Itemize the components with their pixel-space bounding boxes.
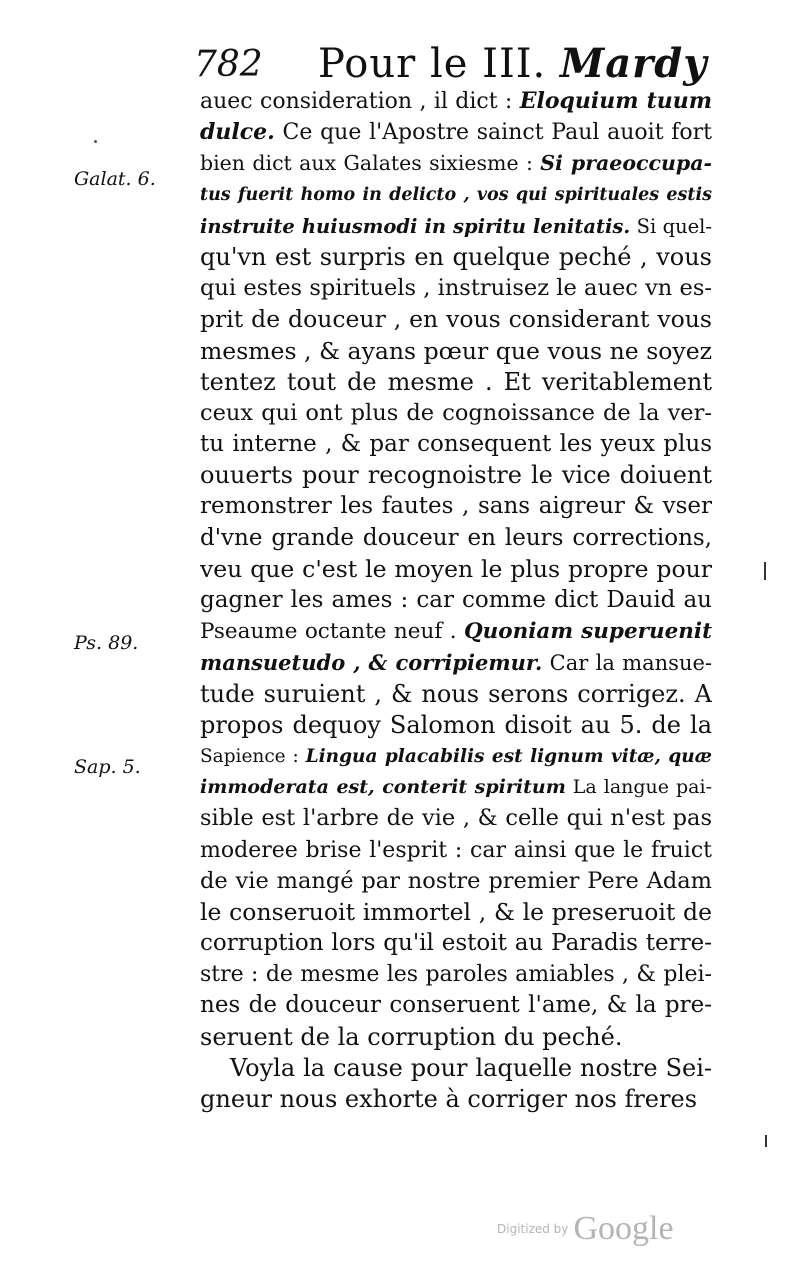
- margin-note-psalm: Ps. 89.: [74, 632, 139, 654]
- text-line: [200, 1022, 712, 1053]
- text-line: [200, 554, 712, 585]
- running-title-prefix: Pour le III.: [318, 41, 560, 87]
- text-line: [200, 772, 712, 803]
- line-text: qu'vn est surpris en quelque peché , vous: [200, 242, 712, 271]
- line-text: propos dequoy Salomon disoit au 5. de la: [200, 710, 712, 739]
- line-text: de vie mangé par nostre premier Pere Adam: [200, 867, 712, 894]
- line-text: Sapience :: [200, 745, 306, 767]
- running-title: [318, 40, 707, 87]
- line-text: ouuerts pour recognoistre le vice doiuent: [200, 461, 712, 490]
- line-text: Ce que l'Apostre sainct Paul auoit fort: [274, 120, 712, 146]
- text-line: [200, 148, 712, 179]
- margin-note-galatians: Galat. 6.: [74, 168, 156, 190]
- page-header: [190, 40, 710, 90]
- text-line: [200, 866, 712, 897]
- text-line: [200, 585, 712, 616]
- scan-speck: [94, 140, 97, 143]
- line-text: seruent de la corruption du peché.: [200, 1022, 623, 1051]
- page-number: 782: [194, 44, 263, 85]
- text-line: [200, 959, 712, 990]
- watermark-brand: Google: [573, 1210, 674, 1247]
- text-line: [200, 367, 712, 398]
- line-text: sible est l'arbre de vie , & celle qui n'est pas: [200, 805, 712, 832]
- latin-citation: Lingua placabilis est lignum vitæ, quæ: [305, 745, 712, 767]
- running-title-day: Mardy: [559, 40, 708, 87]
- line-text: tentez tout de mesme . Et veritablement: [200, 367, 712, 396]
- line-text: gneur nous exhorte à corriger nos freres: [200, 1085, 698, 1113]
- text-line: [200, 242, 712, 273]
- scan-mark-right-upper: [764, 562, 766, 580]
- google-digitized-watermark: [497, 1210, 674, 1256]
- line-text: La langue pai-: [565, 776, 712, 799]
- text-line: [200, 180, 712, 211]
- latin-citation: Quoniam superuenit: [463, 619, 712, 645]
- line-text: veu que c'est le moyen le plus propre pour: [200, 554, 712, 583]
- margin-note-sapience: Sap. 5.: [74, 756, 141, 778]
- latin-citation: Si praeoccupa-: [540, 151, 712, 176]
- text-line: [200, 211, 712, 242]
- text-line: [200, 336, 712, 367]
- line-text: qui estes spirituels , instruisez le auec vn es-: [200, 275, 712, 302]
- text-line: [200, 710, 712, 741]
- scan-mark-right-lower: [765, 1135, 767, 1147]
- line-text: nes de douceur conseruent l'ame, & la pre-: [200, 992, 712, 1019]
- latin-citation: immoderata est, conterit spiritum: [200, 776, 566, 799]
- latin-citation: mansuetudo , & corripiemur.: [200, 650, 543, 676]
- text-line: [200, 273, 712, 304]
- latin-citation: Eloquium tuum: [519, 88, 712, 114]
- text-line: [200, 117, 712, 148]
- line-text: stre : de mesme les paroles amiables , & plei-: [200, 962, 712, 988]
- line-text: Voyla la cause pour laquelle nostre Sei-: [230, 1053, 712, 1082]
- latin-citation: dulce.: [200, 119, 275, 146]
- line-text: prit de douceur , en vous considerant vous: [200, 305, 712, 334]
- text-line: [200, 741, 712, 772]
- text-line: [200, 523, 712, 554]
- body-text: [200, 86, 712, 1115]
- line-text: remonstrer les fautes , sans aigreur & vser: [200, 493, 712, 520]
- text-line: [200, 491, 712, 522]
- text-line: [200, 460, 712, 491]
- text-line: [200, 803, 712, 834]
- line-text: Pseaume octante neuf .: [200, 619, 464, 645]
- line-text: mesmes , & ayans pœur que vous ne soyez: [200, 336, 712, 365]
- line-text: Si quel-: [630, 214, 712, 238]
- text-line: [200, 616, 712, 647]
- line-text: auec consideration , il dict :: [200, 89, 520, 114]
- line-text: bien dict aux Galates sixiesme :: [200, 151, 541, 176]
- text-line: [200, 304, 712, 335]
- line-text: le conseruoit immortel , & le preseruoit de: [200, 897, 712, 926]
- line-text: Car la mansue-: [542, 651, 712, 676]
- line-text: tu interne , & par consequent les yeux plus: [200, 431, 712, 458]
- line-text: gagner les ames : car comme dict Dauid au: [200, 587, 712, 613]
- watermark-prefix: Digitized by: [497, 1222, 569, 1236]
- text-line: [200, 897, 712, 928]
- line-text: corruption lors qu'il estoit au Paradis terre-: [200, 930, 712, 957]
- text-line: [200, 398, 712, 429]
- text-line: [200, 990, 712, 1021]
- text-line: [200, 1053, 712, 1084]
- text-line: [200, 647, 712, 678]
- line-text: ceux qui ont plus de cognoissance de la ver-: [200, 399, 712, 426]
- text-line: [200, 429, 712, 460]
- text-line: [200, 679, 712, 710]
- latin-citation: instruite huiusmodi in spiritu lenitatis.: [200, 214, 631, 238]
- text-line: [200, 928, 712, 959]
- line-text: tude suruient , & nous serons corrigez. A: [200, 679, 712, 708]
- latin-citation: tus fuerit homo in delicto , vos qui spirituales estis: [200, 184, 712, 205]
- line-text: d'vne grande douceur en leurs corrections,: [200, 524, 712, 551]
- text-line: [200, 835, 712, 866]
- text-line: [200, 1084, 712, 1115]
- line-text: moderee brise l'esprit : car ainsi que le fruict: [200, 837, 712, 863]
- text-line: [200, 86, 712, 117]
